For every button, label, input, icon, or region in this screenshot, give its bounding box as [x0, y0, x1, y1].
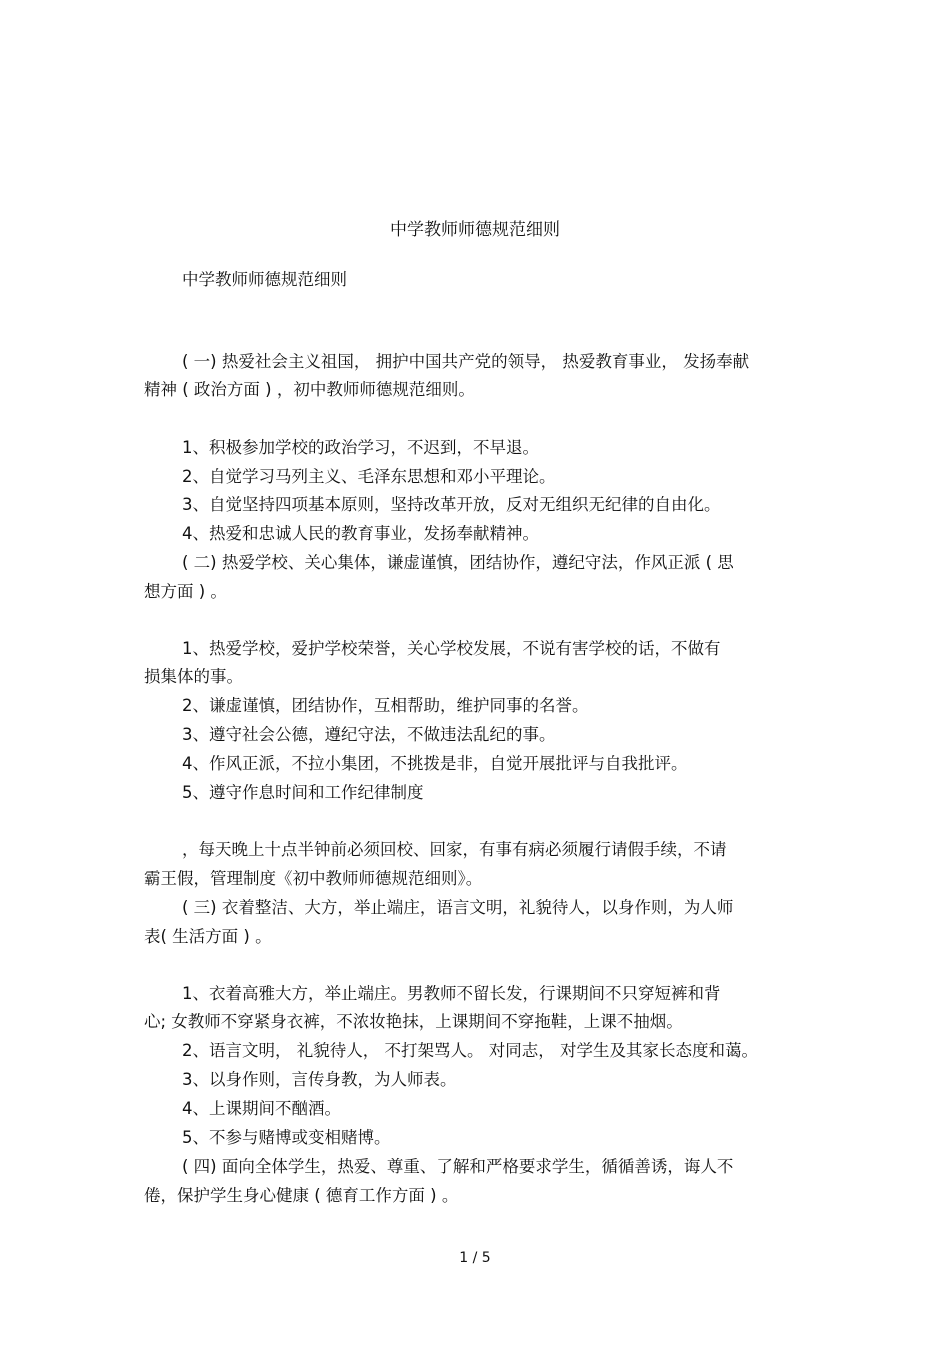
- text-line: 损集体的事。: [144, 667, 243, 686]
- page-indicator: 1 / 5: [459, 1250, 491, 1266]
- text-line: 霸王假，管理制度《初中教师师德规范细则》。: [144, 869, 483, 888]
- text-line: 5、遵守作息时间和工作纪律制度: [182, 783, 424, 802]
- text-line: 4、上课期间不酗酒。: [182, 1099, 341, 1118]
- text-line: ，每天晚上十点半钟前必须回校、回家，有事有病必须履行请假手续，不请: [182, 840, 727, 859]
- text-line: 精神 ( 政治方面 ) ，初中教师师德规范细则。: [144, 380, 475, 399]
- text-line: ( 二) 热爱学校、关心集体，谦虚谨慎，团结协作，遵纪守法，作风正派 ( 思: [182, 553, 734, 572]
- text-line: 1、积极参加学校的政治学习，不迟到，不早退。: [182, 438, 539, 457]
- text-line: 3、自觉坚持四项基本原则，坚持改革开放，反对无组织无纪律的自由化。: [182, 495, 721, 514]
- text-line: 3、遵守社会公德，遵纪守法，不做违法乱纪的事。: [182, 725, 556, 744]
- subtitle: 中学教师师德规范细则: [182, 270, 347, 289]
- text-line: 2、谦虚谨慎，团结协作，互相帮助，维护同事的名誉。: [182, 696, 589, 715]
- text-line: 想方面 ) 。: [144, 582, 227, 601]
- text-line: ( 四) 面向全体学生，热爱、尊重、了解和严格要求学生，循循善诱，诲人不: [182, 1157, 734, 1176]
- text-line: 1、热爱学校，爱护学校荣誉，关心学校发展，不说有害学校的话，不做有: [182, 639, 721, 658]
- text-line: 5、不参与赌博或变相赌博。: [182, 1128, 391, 1147]
- text-line: 2、自觉学习马列主义、毛泽东思想和邓小平理论。: [182, 467, 556, 486]
- text-line: ( 一) 热爱社会主义祖国， 拥护中国共产党的领导， 热爱教育事业， 发扬奉献: [182, 352, 750, 371]
- text-line: 1、衣着高雅大方，举止端庄。男教师不留长发，行课期间不只穿短裤和背: [182, 984, 721, 1003]
- text-line: 倦，保护学生身心健康 ( 德育工作方面 ) 。: [144, 1186, 459, 1205]
- text-line: 心; 女教师不穿紧身衣裤，不浓妆艳抹，上课期间不穿拖鞋，上课不抽烟。: [144, 1012, 683, 1031]
- text-line: 表( 生活方面 ) 。: [144, 927, 272, 946]
- text-line: ( 三) 衣着整洁、大方，举止端庄，语言文明，礼貌待人，以身作则，为人师: [182, 898, 734, 917]
- text-line: 4、热爱和忠诚人民的教育事业，发扬奉献精神。: [182, 524, 539, 543]
- text-line: 3、以身作则，言传身教，为人师表。: [182, 1070, 457, 1089]
- text-line: 4、作风正派，不拉小集团，不挑拨是非，自觉开展批评与自我批评。: [182, 754, 688, 773]
- text-line: 2、语言文明， 礼貌待人， 不打架骂人。 对同志， 对学生及其家长态度和蔼。: [182, 1041, 758, 1060]
- document-title: 中学教师师德规范细则: [390, 220, 560, 240]
